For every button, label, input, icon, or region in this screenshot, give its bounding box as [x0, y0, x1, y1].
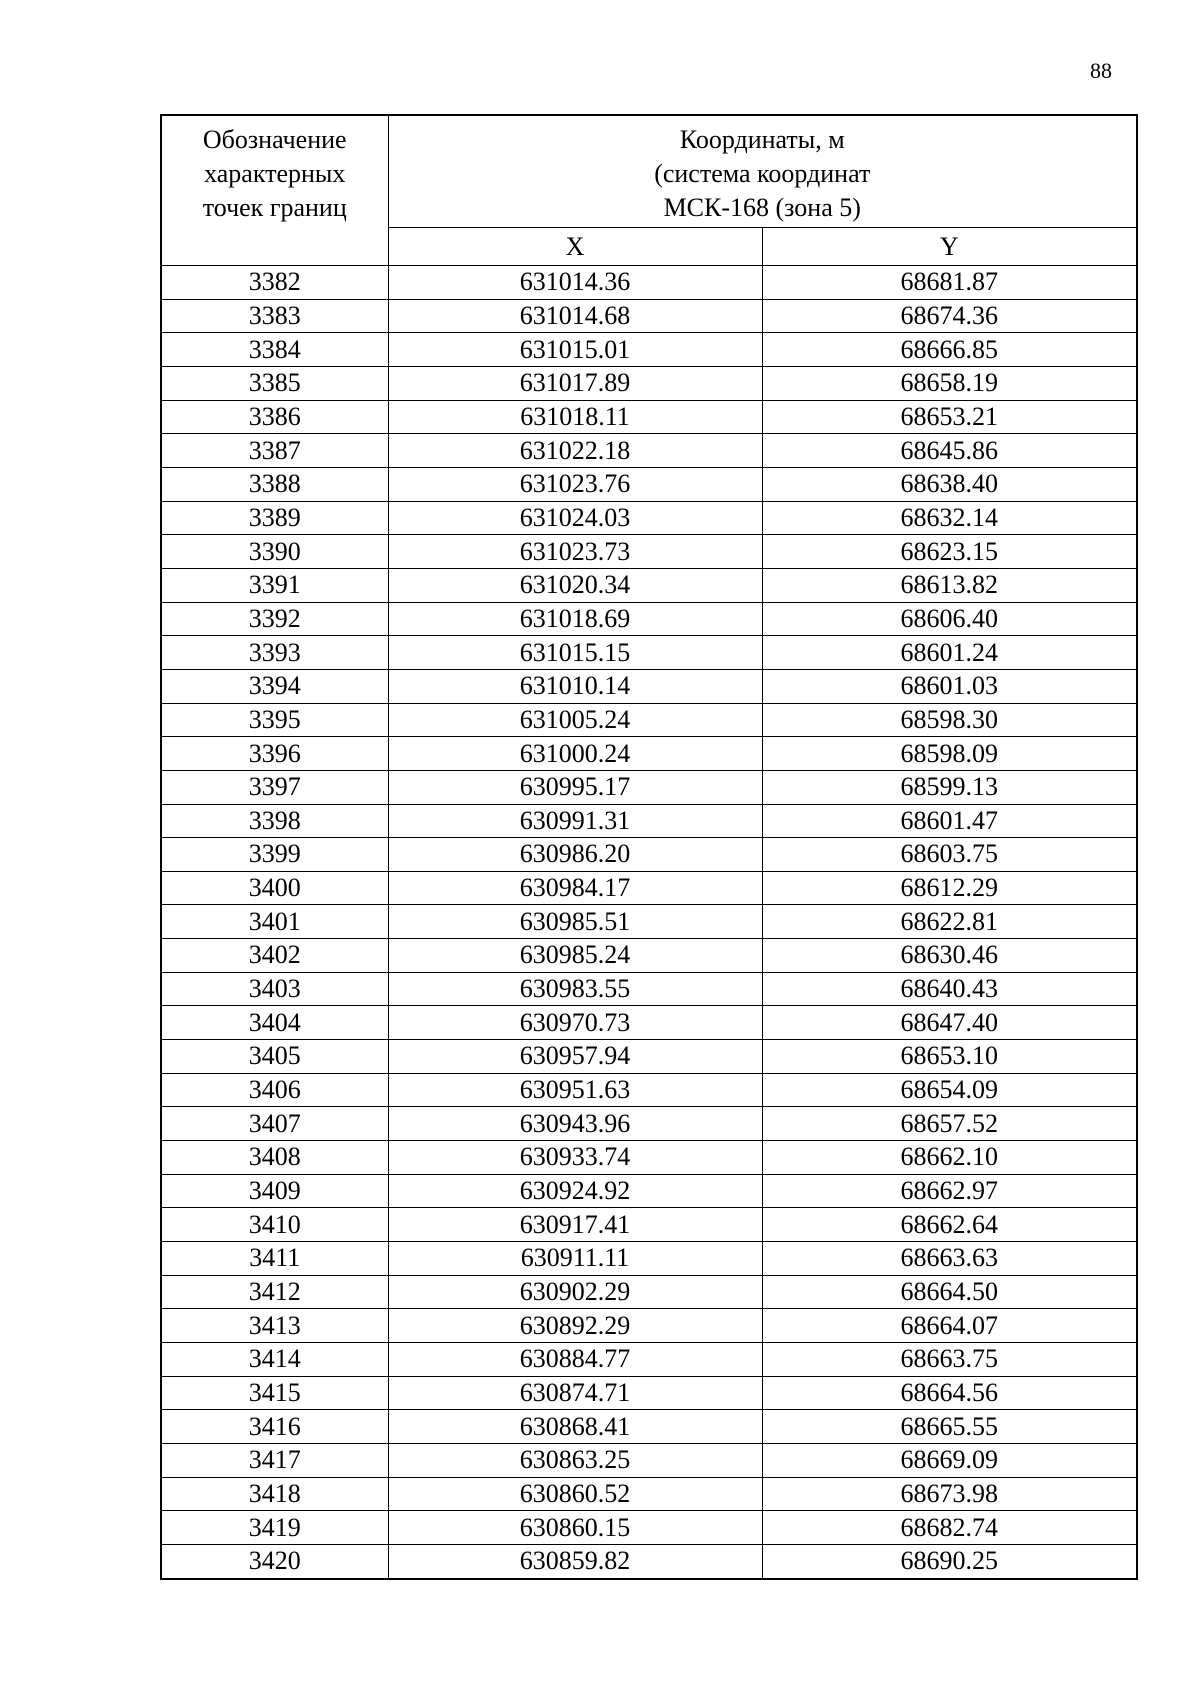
point-designation-header [161, 115, 388, 266]
table-row [161, 1477, 1137, 1511]
x-coordinate-cell: 630874.71 [388, 1376, 762, 1410]
y-column-header: Y [762, 228, 1137, 266]
point-number-cell: 3415 [161, 1376, 388, 1410]
point-number-cell: 3416 [161, 1410, 388, 1444]
point-number-cell: 3390 [161, 535, 388, 569]
table-row [161, 770, 1137, 804]
table-row [161, 636, 1137, 670]
point-number-cell: 3399 [161, 838, 388, 872]
table-row [161, 1309, 1137, 1343]
table-row [161, 1242, 1137, 1276]
point-number-cell: 3385 [161, 366, 388, 400]
x-coordinate-cell: 630933.74 [388, 1141, 762, 1175]
table-row [161, 1141, 1137, 1175]
x-coordinate-cell: 630995.17 [388, 770, 762, 804]
table-row [161, 905, 1137, 939]
y-coordinate-cell: 68654.09 [762, 1073, 1137, 1107]
y-coordinate-cell: 68601.47 [762, 804, 1137, 838]
point-number-cell: 3388 [161, 467, 388, 501]
table-row [161, 1073, 1137, 1107]
y-coordinate-cell: 68606.40 [762, 602, 1137, 636]
y-coordinate-cell: 68603.75 [762, 838, 1137, 872]
point-number-cell: 3402 [161, 939, 388, 973]
y-coordinate-cell: 68601.24 [762, 636, 1137, 670]
y-coordinate-cell: 68657.52 [762, 1107, 1137, 1141]
x-coordinate-cell: 630859.82 [388, 1544, 762, 1578]
x-coordinate-cell: 631023.76 [388, 467, 762, 501]
point-number-cell: 3386 [161, 400, 388, 434]
table-row [161, 838, 1137, 872]
table-row [161, 1107, 1137, 1141]
y-coordinate-cell: 68662.97 [762, 1174, 1137, 1208]
point-number-cell: 3404 [161, 1006, 388, 1040]
point-number-cell: 3392 [161, 602, 388, 636]
y-coordinate-cell: 68682.74 [762, 1511, 1137, 1545]
y-coordinate-cell: 68632.14 [762, 501, 1137, 535]
point-number-cell: 3382 [161, 266, 388, 300]
point-designation-line: точек границ [202, 193, 347, 222]
point-number-cell: 3394 [161, 669, 388, 703]
x-coordinate-cell: 631020.34 [388, 568, 762, 602]
table-row [161, 366, 1137, 400]
y-coordinate-cell: 68598.09 [762, 737, 1137, 771]
x-coordinate-cell: 631000.24 [388, 737, 762, 771]
y-coordinate-cell: 68663.75 [762, 1343, 1137, 1377]
y-coordinate-cell: 68658.19 [762, 366, 1137, 400]
table-row [161, 568, 1137, 602]
y-coordinate-cell: 68613.82 [762, 568, 1137, 602]
x-coordinate-cell: 630868.41 [388, 1410, 762, 1444]
y-coordinate-cell: 68638.40 [762, 467, 1137, 501]
point-number-cell: 3397 [161, 770, 388, 804]
table-row [161, 1174, 1137, 1208]
x-coordinate-cell: 630985.24 [388, 939, 762, 973]
x-coordinate-cell: 630902.29 [388, 1275, 762, 1309]
x-column-header: X [388, 228, 762, 266]
x-coordinate-cell: 631018.11 [388, 400, 762, 434]
x-coordinate-cell: 630860.52 [388, 1477, 762, 1511]
table-row [161, 1343, 1137, 1377]
table-row [161, 434, 1137, 468]
x-coordinate-cell: 631015.01 [388, 333, 762, 367]
y-coordinate-cell: 68653.21 [762, 400, 1137, 434]
point-number-cell: 3409 [161, 1174, 388, 1208]
x-coordinate-cell: 630970.73 [388, 1006, 762, 1040]
point-designation-line: Обозначение [202, 125, 347, 154]
x-coordinate-cell: 631014.68 [388, 299, 762, 333]
y-coordinate-cell: 68665.55 [762, 1410, 1137, 1444]
point-number-cell: 3383 [161, 299, 388, 333]
table-row [161, 871, 1137, 905]
y-coordinate-cell: 68598.30 [762, 703, 1137, 737]
point-number-cell: 3412 [161, 1275, 388, 1309]
point-number-cell: 3420 [161, 1544, 388, 1578]
table-row [161, 972, 1137, 1006]
x-coordinate-cell: 630884.77 [388, 1343, 762, 1377]
point-number-cell: 3408 [161, 1141, 388, 1175]
x-coordinate-cell: 630991.31 [388, 804, 762, 838]
y-coordinate-cell: 68662.10 [762, 1141, 1137, 1175]
table-row [161, 703, 1137, 737]
y-coordinate-cell: 68612.29 [762, 871, 1137, 905]
x-coordinate-cell: 631015.15 [388, 636, 762, 670]
coordinates-header-line: Координаты, м [679, 125, 845, 154]
table-row [161, 400, 1137, 434]
x-coordinate-cell: 630984.17 [388, 871, 762, 905]
y-coordinate-cell: 68681.87 [762, 266, 1137, 300]
x-coordinate-cell: 631024.03 [388, 501, 762, 535]
table-row [161, 1376, 1137, 1410]
point-number-cell: 3418 [161, 1477, 388, 1511]
page-number: 88 [1090, 58, 1112, 83]
point-number-cell: 3396 [161, 737, 388, 771]
x-coordinate-cell: 631022.18 [388, 434, 762, 468]
x-coordinate-cell: 630985.51 [388, 905, 762, 939]
table-row [161, 501, 1137, 535]
point-number-cell: 3387 [161, 434, 388, 468]
x-coordinate-cell: 630911.11 [388, 1242, 762, 1276]
y-coordinate-cell: 68622.81 [762, 905, 1137, 939]
y-coordinate-cell: 68630.46 [762, 939, 1137, 973]
point-number-cell: 3391 [161, 568, 388, 602]
x-coordinate-cell: 631018.69 [388, 602, 762, 636]
table-row [161, 804, 1137, 838]
point-number-cell: 3389 [161, 501, 388, 535]
point-number-cell: 3403 [161, 972, 388, 1006]
point-number-cell: 3384 [161, 333, 388, 367]
y-coordinate-cell: 68666.85 [762, 333, 1137, 367]
x-coordinate-cell: 630983.55 [388, 972, 762, 1006]
coordinates-header [388, 115, 1137, 228]
y-coordinate-cell: 68664.50 [762, 1275, 1137, 1309]
y-coordinate-cell: 68599.13 [762, 770, 1137, 804]
x-coordinate-cell: 631005.24 [388, 703, 762, 737]
x-coordinate-cell: 631010.14 [388, 669, 762, 703]
table-row [161, 1511, 1137, 1545]
table-row [161, 535, 1137, 569]
table-row [161, 1006, 1137, 1040]
y-coordinate-cell: 68674.36 [762, 299, 1137, 333]
x-coordinate-cell: 630924.92 [388, 1174, 762, 1208]
table-row [161, 467, 1137, 501]
table-header [161, 115, 1137, 266]
point-number-cell: 3419 [161, 1511, 388, 1545]
x-coordinate-cell: 630957.94 [388, 1040, 762, 1074]
coordinates-table [160, 114, 1138, 1580]
table-row [161, 669, 1137, 703]
table-row [161, 1208, 1137, 1242]
x-coordinate-cell: 630943.96 [388, 1107, 762, 1141]
point-number-cell: 3400 [161, 871, 388, 905]
point-number-cell: 3411 [161, 1242, 388, 1276]
table-row [161, 299, 1137, 333]
x-coordinate-cell: 631014.36 [388, 266, 762, 300]
y-coordinate-cell: 68653.10 [762, 1040, 1137, 1074]
point-number-cell: 3414 [161, 1343, 388, 1377]
x-coordinate-cell: 631023.73 [388, 535, 762, 569]
x-coordinate-cell: 630917.41 [388, 1208, 762, 1242]
table-row [161, 1040, 1137, 1074]
point-number-cell: 3401 [161, 905, 388, 939]
y-coordinate-cell: 68664.56 [762, 1376, 1137, 1410]
y-coordinate-cell: 68663.63 [762, 1242, 1137, 1276]
table-row [161, 939, 1137, 973]
coordinates-header-line: МСК-168 (зона 5) [663, 193, 861, 222]
y-coordinate-cell: 68669.09 [762, 1443, 1137, 1477]
y-coordinate-cell: 68664.07 [762, 1309, 1137, 1343]
table-row [161, 1544, 1137, 1578]
table-row [161, 1410, 1137, 1444]
x-coordinate-cell: 630951.63 [388, 1073, 762, 1107]
y-coordinate-cell: 68690.25 [762, 1544, 1137, 1578]
table-row [161, 266, 1137, 300]
point-number-cell: 3417 [161, 1443, 388, 1477]
coordinates-header-line: (система координат [654, 159, 871, 188]
x-coordinate-cell: 630860.15 [388, 1511, 762, 1545]
table-body [161, 266, 1137, 1579]
table-row [161, 333, 1137, 367]
y-coordinate-cell: 68673.98 [762, 1477, 1137, 1511]
y-coordinate-cell: 68640.43 [762, 972, 1137, 1006]
x-coordinate-cell: 630986.20 [388, 838, 762, 872]
x-coordinate-cell: 631017.89 [388, 366, 762, 400]
point-designation-line: характерных [204, 159, 346, 188]
point-number-cell: 3393 [161, 636, 388, 670]
y-coordinate-cell: 68662.64 [762, 1208, 1137, 1242]
table-row [161, 1275, 1137, 1309]
point-number-cell: 3410 [161, 1208, 388, 1242]
point-number-cell: 3407 [161, 1107, 388, 1141]
point-number-cell: 3405 [161, 1040, 388, 1074]
y-coordinate-cell: 68601.03 [762, 669, 1137, 703]
x-coordinate-cell: 630892.29 [388, 1309, 762, 1343]
point-number-cell: 3398 [161, 804, 388, 838]
header-row [161, 115, 1137, 228]
point-number-cell: 3395 [161, 703, 388, 737]
table-row [161, 1443, 1137, 1477]
y-coordinate-cell: 68645.86 [762, 434, 1137, 468]
point-number-cell: 3413 [161, 1309, 388, 1343]
x-coordinate-cell: 630863.25 [388, 1443, 762, 1477]
table-row [161, 602, 1137, 636]
point-number-cell: 3406 [161, 1073, 388, 1107]
table-row [161, 737, 1137, 771]
y-coordinate-cell: 68623.15 [762, 535, 1137, 569]
y-coordinate-cell: 68647.40 [762, 1006, 1137, 1040]
